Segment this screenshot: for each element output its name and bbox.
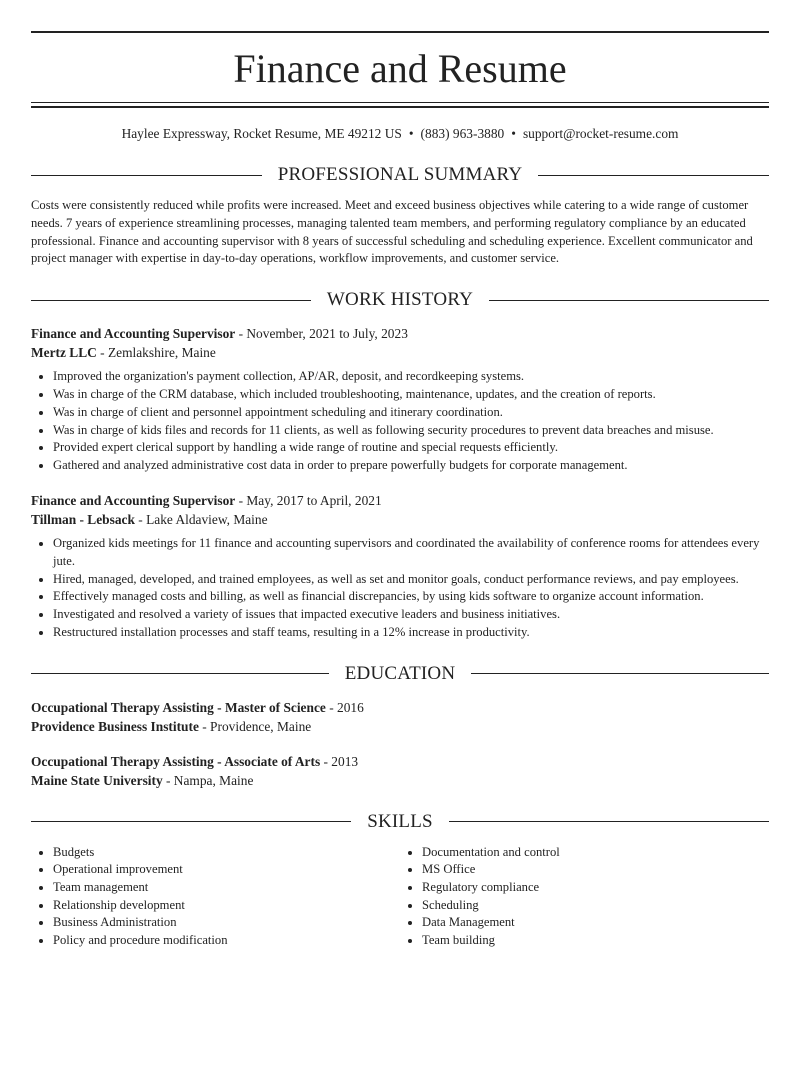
section-rule [31,175,262,176]
job-bullet: • Investigated and resolved a variety of issues that impacted executive leaders and business initiatives. [53,606,769,624]
header-divider [31,102,769,108]
section-title: EDUCATION [344,662,456,684]
job-bullet: • Effectively managed costs and billing, as well as financial discrepancies, by using kids software to organize account information. [53,588,769,606]
section-header-education [31,662,769,686]
skill-item: • Relationship development [53,897,400,915]
section-rule [489,300,769,301]
job-dates: - May, 2017 to April, 2021 [235,492,382,508]
job-company-line [31,510,769,529]
job-bullet: • Organized kids meetings for 11 finance and accounting supervisors and coordinated the availability of conference rooms for attendees every jute. [53,535,769,571]
job-bullet: • Improved the organization's payment collection, AP/AR, deposit, and recordkeeping systems. [53,368,769,386]
job-company: Tillman - Lebsack [31,511,135,527]
job-dates: - November, 2021 to July, 2023 [235,326,408,342]
job-position: Finance and Accounting Supervisor [31,326,236,342]
contact-email: support@rocket-resume.com [522,126,679,141]
education-location: - Providence, Maine [198,718,312,734]
section-title: SKILLS [367,810,433,832]
resume-page [31,31,769,949]
job-title-line [31,491,769,510]
job-bullet: • Was in charge of kids files and records for 11 clients, as well as following security procedures to prevent data breaches and misuse. [53,422,769,440]
skill-item: • Policy and procedure modification [53,932,400,950]
education-degree-line [31,698,769,717]
education-entry [31,752,769,790]
section-header-work [31,288,769,312]
job-entry [31,324,769,475]
section-rule [31,821,351,822]
job-bullets [31,368,769,475]
section-rule [31,300,311,301]
contact-phone: (883) 963-3880 [420,126,505,141]
contact-separator: • [511,126,516,141]
section-rule [471,673,769,674]
section-rule [538,175,769,176]
summary-text: Costs were consistently reduced while profits were increased. Meet and exceed business objectives while catering to a wide range of customer needs. 7 years of experience streamlining processes, managing talented team members, and performing regulatory compliance by an educated professional. Finance and accounting supervisor with 8 years of successful scheduling and scheduling experience. Excellent communicator and project manager with expertise in day-to-day operations, workflow improvements, and customer service. [31,198,753,266]
job-title-line [31,324,769,343]
education-school: Maine State University [31,772,163,788]
skills-columns [31,844,769,950]
section-title: PROFESSIONAL SUMMARY [277,164,523,185]
job-bullet: • Gathered and analyzed administrative cost data in order to prepare powerfully budgets for corporate management. [53,457,769,475]
resume-name: Finance and Resume [233,46,567,91]
skill-item: • Regulatory compliance [422,879,769,897]
job-company-line [31,343,769,362]
job-bullet: • Was in charge of the CRM database, which included troubleshooting, maintenance, updates, and the creation of reports. [53,386,769,404]
skills-list-left [31,844,400,950]
section-header-summary [31,163,769,187]
skill-item: • Scheduling [422,897,769,915]
education-location: - Nampa, Maine [162,772,254,788]
section-header-skills [31,810,769,834]
education-school: Providence Business Institute [31,718,199,734]
skill-item: • Documentation and control [422,844,769,862]
skill-item: • Operational improvement [53,861,400,879]
job-bullets [31,535,769,642]
contact-address: Haylee Expressway, Rocket Resume, ME 49212 US [121,126,402,141]
job-company: Mertz LLC [31,345,97,361]
job-bullet: • Was in charge of client and personnel appointment scheduling and itinerary coordination. [53,404,769,422]
job-location: - Zemlakshire, Maine [96,345,216,361]
education-school-line [31,717,769,736]
education-degree: Occupational Therapy Assisting - Master of Science [31,699,326,715]
skills-list-right [400,844,769,950]
skill-item: • Data Management [422,914,769,932]
education-entry [31,698,769,736]
education-year: - 2016 [325,699,364,715]
job-bullet: • Provided expert clerical support by handling a wide range of routine and special requests efficiently. [53,439,769,457]
job-position: Finance and Accounting Supervisor [31,492,236,508]
section-rule [31,673,329,674]
education-year: - 2013 [320,753,359,769]
job-entry [31,491,769,642]
contact-line [31,125,769,143]
job-location: - Lake Aldaview, Maine [134,511,268,527]
skill-item: • Team building [422,932,769,950]
education-degree: Occupational Therapy Assisting - Associate of Arts [31,753,321,769]
skill-item: • Team management [53,879,400,897]
section-rule [449,821,769,822]
section-title: WORK HISTORY [326,289,474,311]
skill-item: • Budgets [53,844,400,862]
education-school-line [31,771,769,790]
skill-item: • Business Administration [53,914,400,932]
skill-item: • MS Office [422,861,769,879]
job-bullet: • Restructured installation processes and staff teams, resulting in a 12% increase in productivity. [53,624,769,642]
contact-separator: • [408,126,414,141]
education-degree-line [31,752,769,771]
job-bullet: • Hired, managed, developed, and trained employees, as well as set and monitor goals, conduct performance reviews, and pay employees. [53,571,769,589]
